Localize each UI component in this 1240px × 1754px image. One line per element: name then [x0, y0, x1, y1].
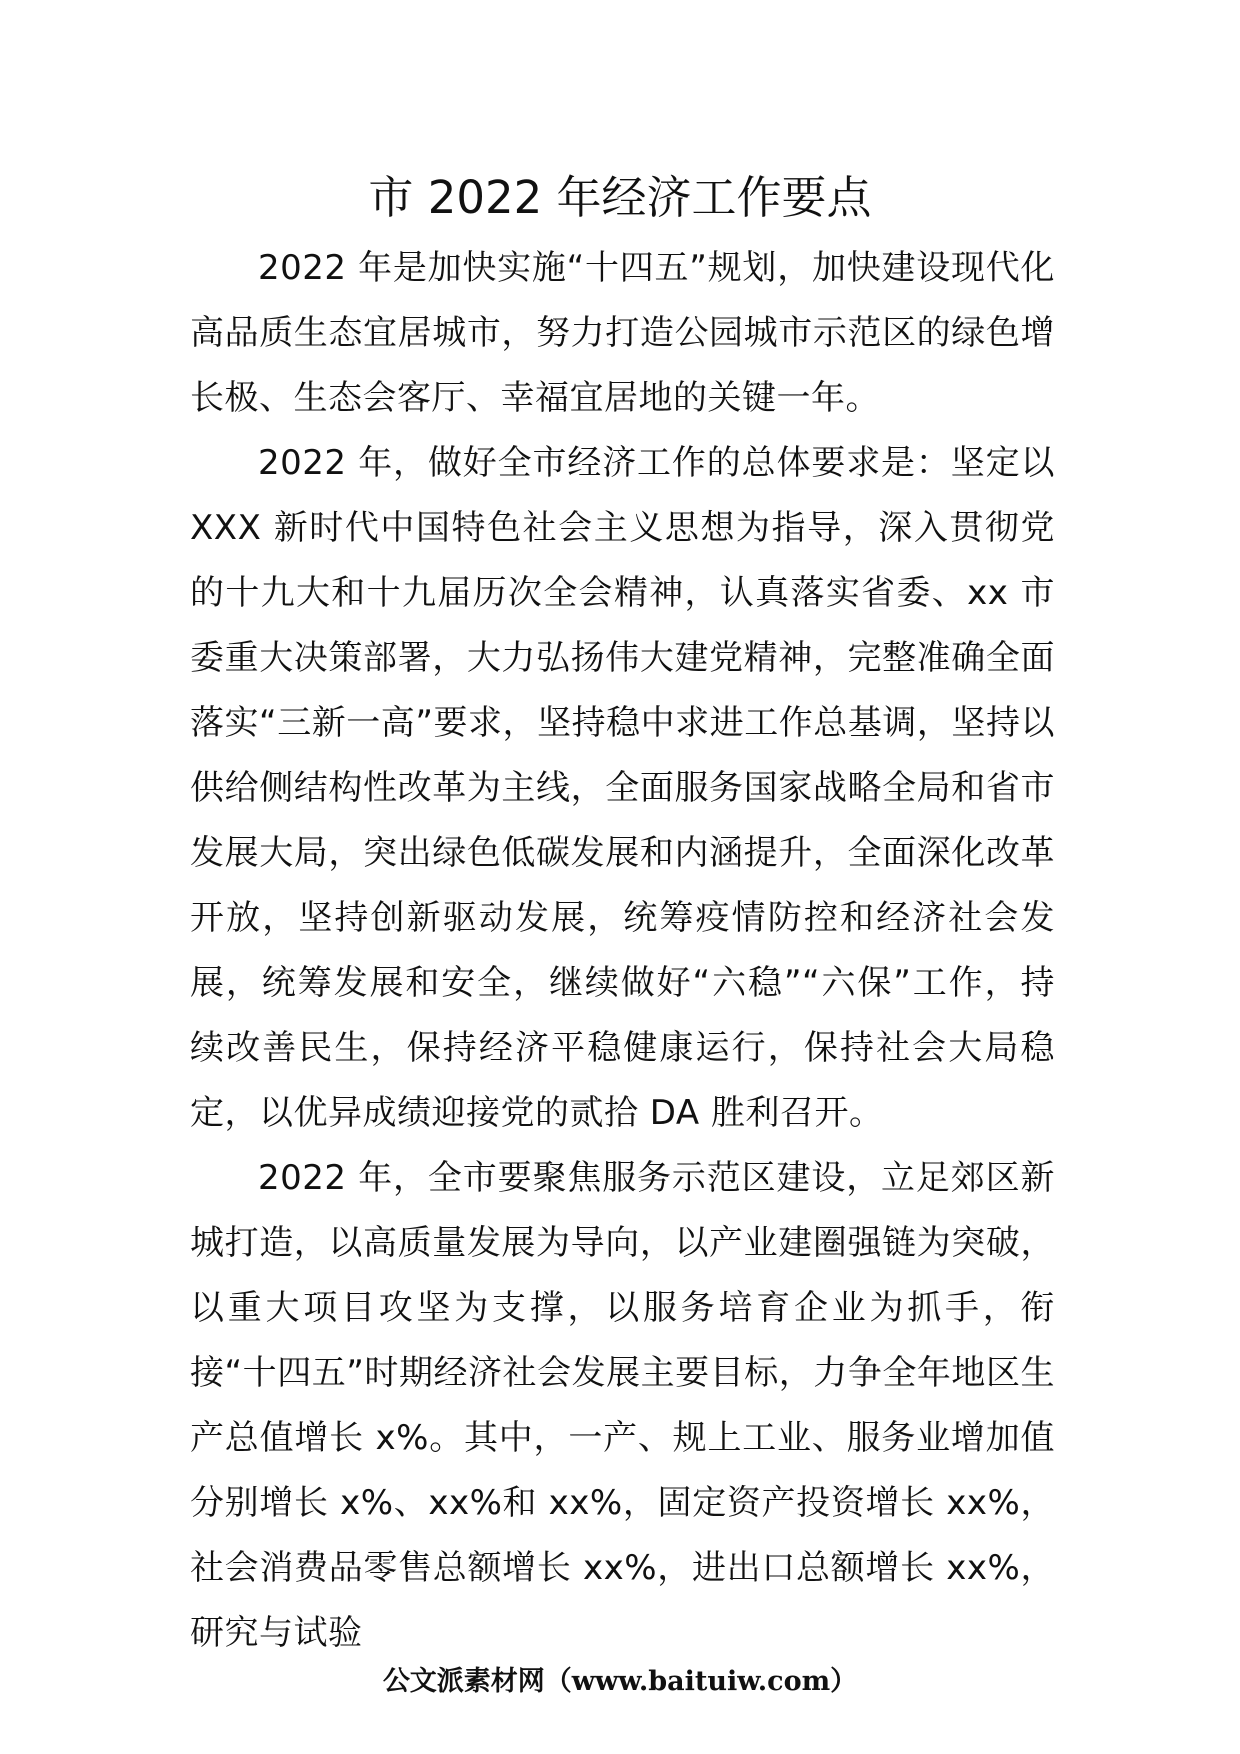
paragraph-1: 2022 年是加快实施“十四五”规划，加快建设现代化高品质生态宜居城市，努力打造公园城市示范区的绿色增长极、生态会客厅、幸福宜居地的关键一年。	[190, 248, 1055, 418]
document-body	[190, 236, 1055, 1666]
document-title: 市 2022 年经济工作要点	[368, 171, 872, 224]
footer-source-watermark: 公文派素材网（www.baituiw.com）	[382, 1666, 858, 1697]
paragraph-3: 2022 年，全市要聚焦服务示范区建设，立足郊区新城打造，以高质量发展为导向，以产业建圈强链为突破，以重大项目攻坚为支撑，以服务培育企业为抓手，衔接“十四五”时期经济社会发展主要目标，力争全年地区生产总值增长 x%。其中，一产、规上工业、服务业增加值分别增长 x%、xx%和 xx%，固定资产投资增长 xx%，社会消费品零售总额增长 xx%，进出口总额增长 xx%，研究与试验	[190, 1158, 1055, 1653]
paragraph-2: 2022 年，做好全市经济工作的总体要求是：坚定以 XXX 新时代中国特色社会主义思想为指导，深入贯彻党的十九大和十九届历次全会精神，认真落实省委、xx 市委重大决策部署，大力弘扬伟大建党精神，完整准确全面落实“三新一高”要求，坚持稳中求进工作总基调，坚持以供给侧结构性改革为主线，全面服务国家战略全局和省市发展大局，突出绿色低碳发展和内涵提升，全面深化改革开放，坚持创新驱动发展，统筹疫情防控和经济社会发展，统筹发展和安全，继续做好“六稳”“六保”工作，持续改善民生，保持经济平稳健康运行，保持社会大局稳定，以优异成绩迎接党的贰拾 DA 胜利召开。	[190, 443, 1055, 1133]
